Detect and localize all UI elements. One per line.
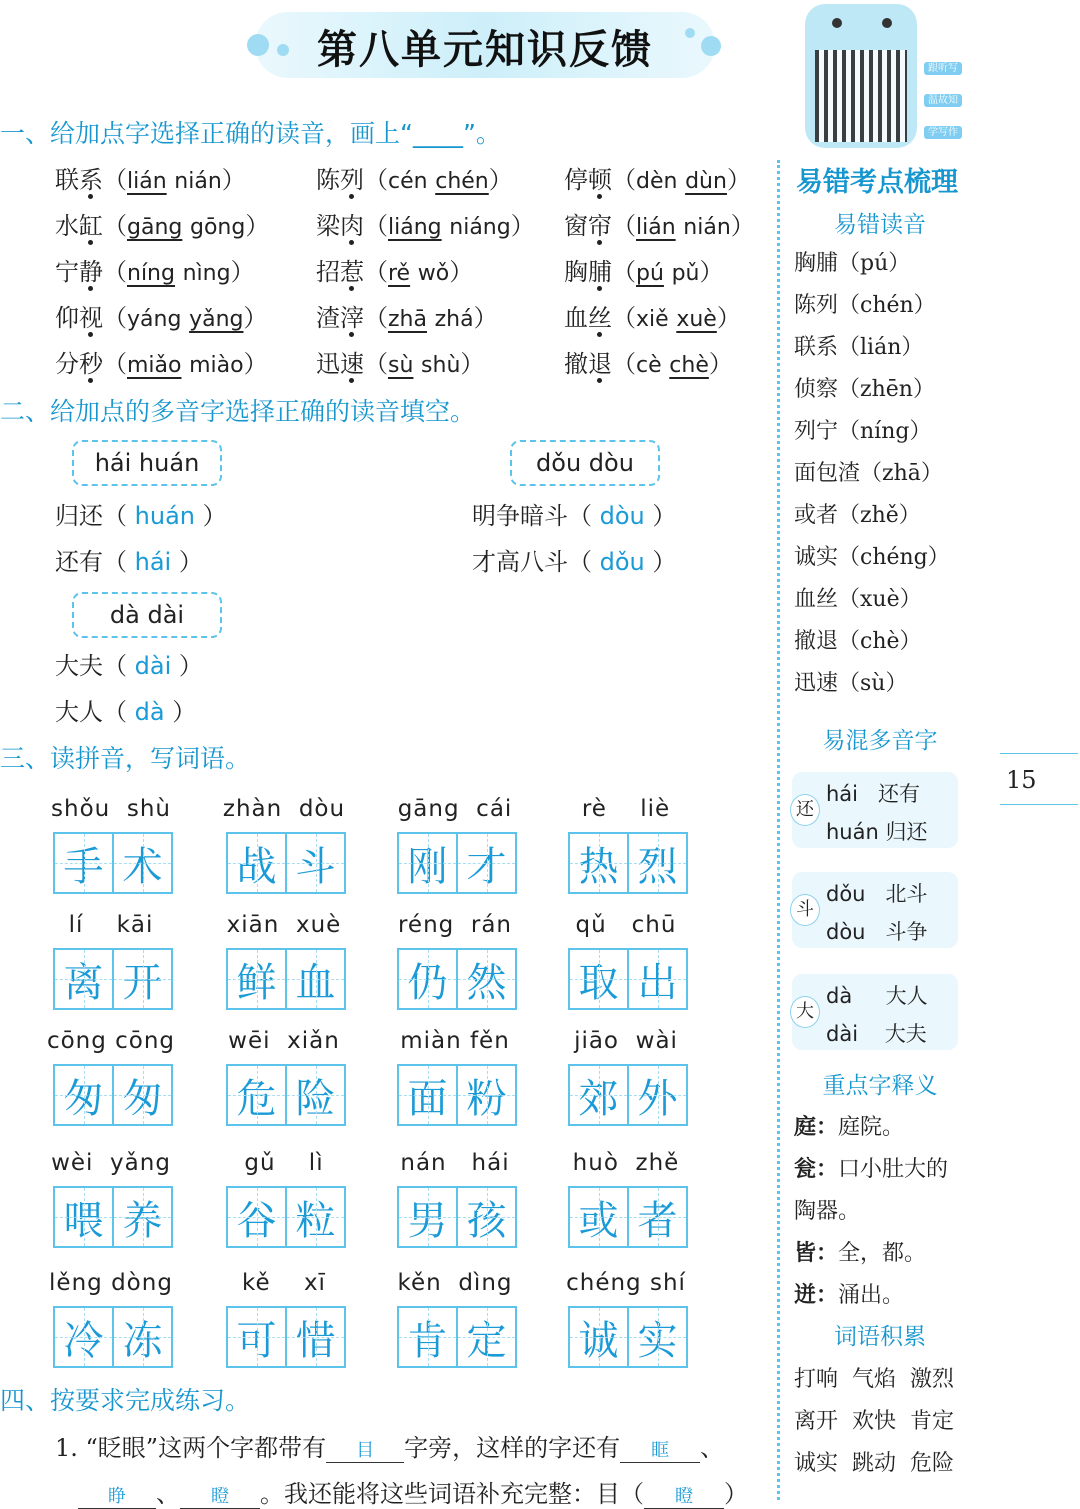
definition-value: 口小肚大的 [838, 1157, 949, 1182]
pinyin-option[interactable]: niáng [449, 215, 511, 240]
grid-char: 或 [570, 1188, 627, 1246]
pinyin-option[interactable]: zhá [434, 307, 474, 332]
item-word-text: 水缸 [55, 212, 103, 240]
item-word [55, 258, 103, 286]
pinyin-label: wēi xiǎn [228, 1028, 340, 1054]
pinyin-option[interactable]: sù [388, 353, 414, 378]
word-grid[interactable] [568, 1306, 688, 1368]
fill-answer[interactable]: dǒu [599, 548, 645, 576]
section4-heading: 四、按要求完成练习。 [0, 1386, 251, 1415]
pinyin-option[interactable]: xiě [636, 307, 669, 332]
pinyin-label: chéng shí [566, 1270, 686, 1296]
definition-item [794, 1152, 948, 1183]
pinyin-label: rè liè [581, 796, 671, 822]
pinyin-option[interactable]: yǎng [189, 307, 244, 332]
fill-answer[interactable]: dài [134, 652, 172, 680]
reading-item: 水缸（gāng gōng） [55, 212, 270, 240]
grid-char: 养 [112, 1188, 171, 1246]
reading-item: 联系（lián nián） [55, 166, 246, 194]
word-accumulation-row: 打响 气焰 激烈 [794, 1367, 954, 1392]
word-grid[interactable] [226, 1064, 346, 1126]
definition-value: 庭院。 [838, 1115, 905, 1140]
sidebar-read-item: 面包渣（zhā） [794, 461, 943, 486]
polyphone-card [792, 872, 958, 948]
pinyin-option[interactable]: cè [636, 353, 662, 378]
word-grid[interactable] [397, 948, 517, 1010]
definition-value: 全，都。 [838, 1241, 927, 1266]
word-grid[interactable] [53, 1306, 173, 1368]
pinyin-option[interactable]: yáng [127, 307, 182, 332]
item-word [55, 212, 103, 240]
definition-item [794, 1278, 904, 1309]
pinyin-label: jiāo wài [574, 1028, 678, 1054]
grid-char: 烈 [627, 834, 686, 892]
answer-blank[interactable]: 瞪 [180, 1482, 260, 1509]
grid-char: 险 [285, 1066, 344, 1124]
question-1-line1: 1. “眨眼”这两个字都带有 目 字旁，这样的字还有 眶 、 [55, 1434, 725, 1462]
item-word-text: 仰视 [55, 304, 103, 332]
definition-key: 庭： [794, 1114, 839, 1140]
emphasis-dot [597, 332, 602, 337]
pinyin-option[interactable]: miǎo [127, 353, 182, 378]
word-grid[interactable] [53, 1064, 173, 1126]
item-word-text: 胸脯 [564, 258, 612, 286]
qr-tag[interactable]: 学写作 [924, 120, 962, 139]
grid-char: 才 [456, 834, 515, 892]
pinyin-label: réng rán [397, 912, 513, 938]
item-word [564, 304, 612, 332]
emphasis-dot [88, 332, 93, 337]
reading-item: 血丝（xiě xuè） [564, 304, 741, 332]
pinyin-label: lěng dòng [49, 1270, 173, 1296]
grid-char: 斗 [285, 834, 344, 892]
item-word [55, 166, 103, 194]
sidebar-read-item: 血丝（xuè） [794, 587, 922, 612]
emphasis-dot [349, 378, 354, 383]
emphasis-dot [597, 378, 602, 383]
word-grid[interactable] [226, 832, 346, 894]
grid-char: 手 [55, 834, 112, 892]
pinyin-option[interactable]: dùn [685, 169, 727, 194]
pinyin-option[interactable]: chén [435, 169, 489, 194]
emphasis-dot [88, 378, 93, 383]
section1-heading: 一、给加点字选择正确的读音，画上“____”。 [0, 119, 501, 148]
sidebar-subheading: 易错读音 [834, 212, 926, 238]
word-grid[interactable] [226, 1306, 346, 1368]
item-word [316, 350, 364, 378]
sidebar-divider [777, 160, 780, 1500]
section2-heading: 二、给加点的多音字选择正确的读音填空。 [0, 397, 476, 426]
grid-char: 郊 [570, 1066, 627, 1124]
qr-tag[interactable]: 跟听写 [924, 56, 962, 75]
fill-item: 大人（ dà ） [55, 698, 197, 726]
sidebar-read-item: 诚实（chéng） [794, 545, 950, 570]
item-word [564, 350, 612, 378]
item-word [316, 212, 364, 240]
grid-char: 诚 [570, 1308, 627, 1366]
grid-char: 出 [627, 950, 686, 1008]
fill-answer[interactable]: dòu [599, 502, 645, 530]
pinyin-option[interactable]: zhā [388, 307, 427, 332]
emphasis-dot [88, 286, 93, 291]
word-grid[interactable] [53, 832, 173, 894]
reading-item: 停顿（dèn dùn） [564, 166, 751, 194]
grid-char: 仍 [399, 950, 456, 1008]
item-word [316, 304, 364, 332]
polyphone-char: 大 [790, 996, 820, 1028]
sidebar-read-item: 侦察（zhēn） [794, 377, 935, 402]
sidebar-title: 易错考点梳理 [796, 167, 958, 198]
item-word [55, 304, 103, 332]
word-grid[interactable] [397, 1064, 517, 1126]
grid-char: 危 [228, 1066, 285, 1124]
grid-char: 谷 [228, 1188, 285, 1246]
sidebar-subheading: 重点字释义 [822, 1073, 938, 1099]
sidebar-read-item: 撤退（chè） [794, 629, 922, 654]
emphasis-dot [349, 240, 354, 245]
section3-heading: 三、读拼音，写词语。 [0, 744, 251, 773]
grid-char: 刚 [399, 834, 456, 892]
grid-char: 孩 [456, 1188, 515, 1246]
polyphone-card [792, 974, 958, 1050]
reading-item: 宁静（níng nìng） [55, 258, 255, 286]
definition-value: 陶器。 [794, 1199, 861, 1224]
pinyin-label: huò zhě [572, 1150, 680, 1176]
answer-blank[interactable]: 眶 [620, 1436, 700, 1463]
fill-word: 归还 [55, 502, 103, 530]
grid-char: 离 [55, 950, 112, 1008]
reading-item: 渣滓（zhā zhá） [316, 304, 498, 332]
item-word-text: 撤退 [564, 350, 612, 378]
reading-item: 胸脯（pú pǔ） [564, 258, 724, 286]
definition-key: 迸： [794, 1282, 839, 1308]
emphasis-dot [597, 240, 602, 245]
pinyin-label: miàn fěn [400, 1028, 510, 1054]
reading-item: 梁肉（liáng niáng） [316, 212, 535, 240]
pinyin-option[interactable]: chè [669, 353, 709, 378]
word-grid[interactable] [568, 1186, 688, 1248]
sidebar-read-item: 或者（zhě） [794, 503, 921, 528]
qr-tag[interactable]: 温故知 [924, 88, 962, 107]
item-word-text: 宁静 [55, 258, 103, 286]
pinyin-label: kěn dìng [397, 1270, 513, 1296]
question-1-line2: 睁 、 瞪 。我还能将这些词语补充完整：目（ 瞪 ） [78, 1474, 748, 1509]
pinyin-option[interactable]: pǔ [671, 261, 700, 286]
pinyin-box: dǒu dòu [510, 440, 660, 486]
pinyin-label: gǔ lì [244, 1150, 324, 1176]
grid-char: 热 [570, 834, 627, 892]
definition-item [794, 1194, 860, 1225]
word-grid[interactable] [53, 948, 173, 1010]
pinyin-label: gāng cái [397, 796, 513, 822]
item-word-text: 窗帘 [564, 212, 612, 240]
fill-item: 大夫（ dài ） [55, 652, 203, 680]
fill-item: 才高八斗（ dǒu ） [472, 548, 677, 576]
pinyin-option[interactable]: nìng [182, 261, 231, 286]
fill-word: 明争暗斗 [472, 502, 568, 530]
pinyin-option[interactable]: miào [189, 353, 244, 378]
qr-code-icon[interactable] [815, 50, 907, 142]
polyphone-line: dǒu 北斗 [826, 882, 928, 906]
reading-item: 招惹（rě wǒ） [316, 258, 474, 286]
emphasis-dot [349, 286, 354, 291]
pinyin-label: kě xī [242, 1270, 326, 1296]
pinyin-option[interactable]: rě [388, 261, 411, 286]
word-grid[interactable] [397, 1306, 517, 1368]
pinyin-option[interactable]: xuè [676, 307, 717, 332]
pinyin-option[interactable]: cén [388, 169, 428, 194]
word-grid[interactable] [53, 1186, 173, 1248]
reading-item: 迅速（sù shù） [316, 350, 485, 378]
reading-item: 仰视（yáng yǎng） [55, 304, 268, 332]
pinyin-label: cōng cōng [46, 1028, 176, 1054]
sidebar-read-item: 胸脯（pú） [794, 251, 911, 276]
definition-item [794, 1236, 926, 1267]
definition-key: 皆： [794, 1240, 839, 1266]
fill-item: 明争暗斗（ dòu ） [472, 502, 677, 530]
item-word-text: 联系 [55, 166, 103, 194]
polyphone-line: dà 大人 [826, 984, 928, 1008]
emphasis-dot [349, 194, 354, 199]
sidebar-read-item: 联系（lián） [794, 335, 924, 360]
sidebar-read-item: 陈列（chén） [794, 293, 936, 318]
pinyin-option[interactable]: dèn [636, 169, 678, 194]
pinyin-option[interactable]: gōng [190, 215, 246, 240]
pinyin-option[interactable]: gāng [127, 215, 183, 240]
item-word-text: 分秒 [55, 350, 103, 378]
item-word [564, 166, 612, 194]
sidebar-subheading: 词语积累 [834, 1324, 926, 1350]
sidebar-read-item: 迅速（sù） [794, 671, 908, 696]
word-grid[interactable] [568, 1064, 688, 1126]
grid-char: 喂 [55, 1188, 112, 1246]
item-word-text: 停顿 [564, 166, 612, 194]
pinyin-option[interactable]: shù [421, 353, 461, 378]
page-number: 15 [1000, 753, 1078, 805]
definition-item [794, 1110, 904, 1141]
answer-blank[interactable]: 瞪 [644, 1482, 724, 1509]
pinyin-option[interactable]: liáng [388, 215, 442, 240]
pinyin-label: shǒu shù [51, 796, 171, 822]
word-grid[interactable] [397, 1186, 517, 1248]
pinyin-label: lí kāi [68, 912, 154, 938]
item-word [564, 258, 612, 286]
pinyin-label: nán hái [400, 1150, 510, 1176]
grid-char: 肯 [399, 1308, 456, 1366]
definition-key: 瓮： [794, 1156, 839, 1182]
answer-blank[interactable]: 目 [326, 1436, 404, 1463]
word-grid[interactable] [397, 832, 517, 894]
grid-char: 粒 [285, 1188, 344, 1246]
word-grid[interactable] [568, 948, 688, 1010]
page-title: 第八单元知识反馈 [317, 27, 653, 73]
item-word [564, 212, 612, 240]
fill-word: 还有 [55, 548, 103, 576]
grid-char: 开 [112, 950, 171, 1008]
pinyin-box: dà dài [72, 592, 222, 638]
pinyin-option[interactable]: níng [127, 261, 175, 286]
emphasis-dot [597, 194, 602, 199]
grid-char: 粉 [456, 1066, 515, 1124]
sidebar-read-item: 列宁（níng） [794, 419, 932, 444]
definition-value: 涌出。 [838, 1283, 905, 1308]
pinyin-label: qǔ chū [575, 912, 677, 938]
polyphone-card [792, 772, 958, 848]
pinyin-option[interactable]: wǒ [417, 261, 450, 286]
item-word-text: 迅速 [316, 350, 364, 378]
pinyin-label: wèi yǎng [51, 1150, 171, 1176]
item-word-text: 梁肉 [316, 212, 364, 240]
item-word-text: 陈列 [316, 166, 364, 194]
title-banner [255, 12, 715, 78]
emphasis-dot [597, 286, 602, 291]
grid-char: 术 [112, 834, 171, 892]
grid-char: 冷 [55, 1308, 112, 1366]
grid-char: 鲜 [228, 950, 285, 1008]
grid-char: 取 [570, 950, 627, 1008]
reading-item: 陈列（cén chén） [316, 166, 513, 194]
fill-answer[interactable]: huán [134, 502, 195, 530]
pinyin-box: hái huán [72, 440, 222, 486]
word-grid[interactable] [226, 948, 346, 1010]
answer-blank[interactable]: 睁 [78, 1482, 156, 1509]
fill-item: 还有（ hái ） [55, 548, 203, 576]
word-grid[interactable] [226, 1186, 346, 1248]
grid-char: 惜 [285, 1308, 344, 1366]
word-accumulation-row: 离开 欢快 肯定 [794, 1409, 954, 1434]
reading-item: 分秒（miǎo miào） [55, 350, 268, 378]
grid-char: 面 [399, 1066, 456, 1124]
mascot-eye-icon [832, 18, 842, 28]
polyphone-line: dài 大夫 [826, 1022, 927, 1046]
sidebar-subheading: 易混多音字 [822, 728, 938, 754]
pinyin-option[interactable]: pú [636, 261, 664, 286]
grid-char: 可 [228, 1308, 285, 1366]
item-word [316, 166, 364, 194]
item-word-text: 渣滓 [316, 304, 364, 332]
item-word [316, 258, 364, 286]
fill-word: 大人 [55, 698, 103, 726]
fill-word: 大夫 [55, 652, 103, 680]
grid-char: 定 [456, 1308, 515, 1366]
word-accumulation-row: 诚实 跳动 危险 [794, 1451, 954, 1476]
grid-char: 实 [627, 1308, 686, 1366]
fill-answer[interactable]: hái [134, 548, 172, 576]
grid-char: 冻 [112, 1308, 171, 1366]
grid-char: 男 [399, 1188, 456, 1246]
grid-char: 匆 [55, 1066, 112, 1124]
reading-item: 窗帘（lián nián） [564, 212, 755, 240]
pinyin-label: xiān xuè [226, 912, 342, 938]
grid-char: 匆 [112, 1066, 171, 1124]
emphasis-dot [88, 240, 93, 245]
grid-char: 外 [627, 1066, 686, 1124]
emphasis-dot [349, 332, 354, 337]
reading-item: 撤退（cè chè） [564, 350, 733, 378]
pinyin-option[interactable]: lián [127, 169, 167, 194]
grid-char: 血 [285, 950, 344, 1008]
emphasis-dot [88, 194, 93, 199]
pinyin-option[interactable]: nián [683, 215, 731, 240]
grid-char: 战 [228, 834, 285, 892]
fill-item: 归还（ huán ） [55, 502, 227, 530]
item-word [55, 350, 103, 378]
fill-word: 才高八斗 [472, 548, 568, 576]
item-word-text: 招惹 [316, 258, 364, 286]
polyphone-char: 还 [790, 794, 820, 826]
fill-answer[interactable]: dà [134, 698, 165, 726]
polyphone-char: 斗 [790, 894, 820, 926]
pinyin-option[interactable]: nián [174, 169, 222, 194]
grid-char: 者 [627, 1188, 686, 1246]
grid-char: 然 [456, 950, 515, 1008]
mascot-eye-icon [882, 18, 892, 28]
item-word-text: 血丝 [564, 304, 612, 332]
polyphone-line: hái 还有 [826, 782, 921, 806]
polyphone-line: dòu 斗争 [826, 920, 928, 944]
pinyin-option[interactable]: lián [636, 215, 676, 240]
polyphone-line: huán 归还 [826, 820, 928, 844]
word-grid[interactable] [568, 832, 688, 894]
pinyin-label: zhàn dòu [222, 796, 346, 822]
